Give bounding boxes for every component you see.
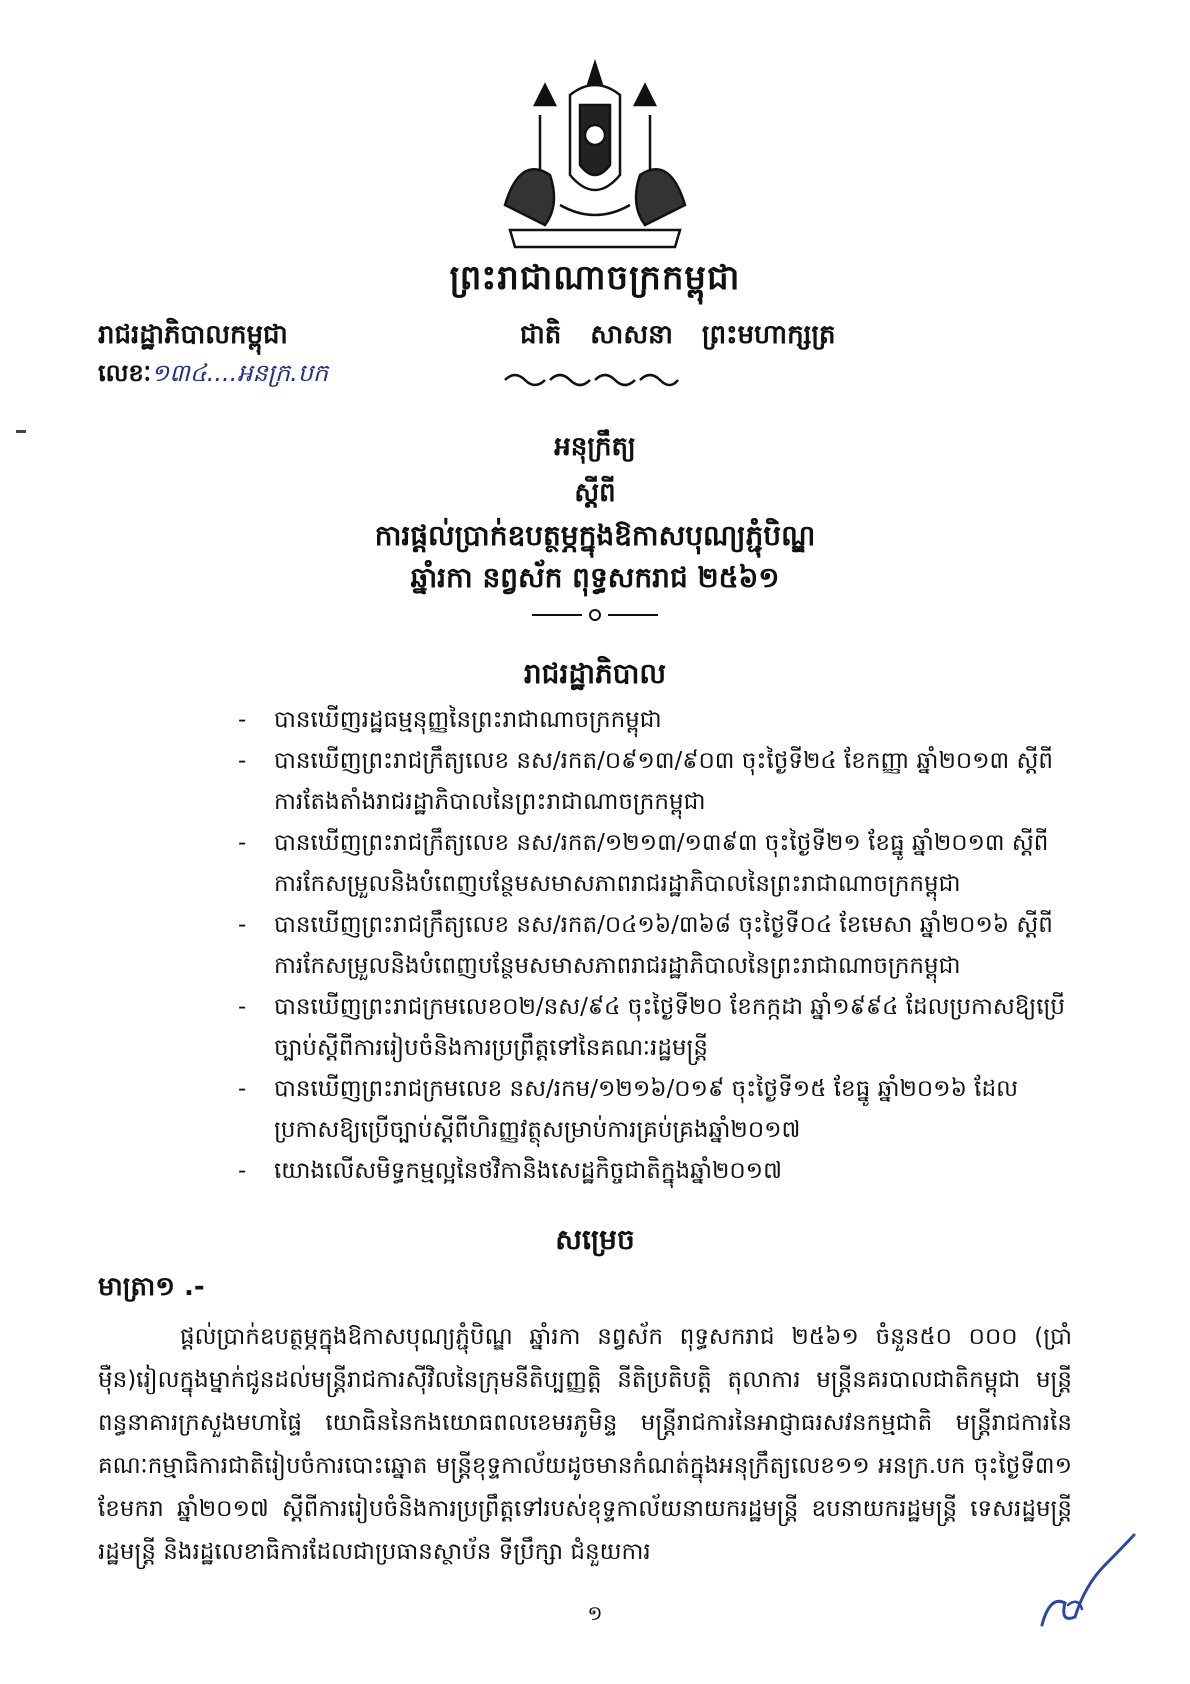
page-number: ១ [587, 1601, 603, 1625]
list-item: - បានឃើញព្រះរាជក្រមលេខ នស/រកម/១២១៦/០១៩ ចុះថ្ងៃទី១៥ ខែធ្នូ ឆ្នាំ២០១៦ ដែលប្រកាសឱ្យប្រើច្បាប់ស្តីពីហិរញ្ញវត្ថុសម្រាប់ការគ្រប់គ្រងឆ្នាំ២០១៧ [238, 1076, 1018, 1143]
ornament-divider-icon [500, 366, 680, 390]
document-subject: ការផ្តល់ប្រាក់ឧបត្ថម្ភក្នុងឱកាសបុណ្យភ្ជុំបិណ្ឌ [374, 519, 816, 552]
government-label: រាជរដ្ឋាភិបាលកម្ពុជា [98, 320, 288, 350]
reference-number [98, 358, 328, 393]
center-divider-icon [530, 608, 660, 622]
list-item: - បានឃើញព្រះរាជក្រឹត្យលេខ នស/រកត/០៩១៣/៩០៣ ចុះថ្ងៃទី២៤ ខែកញ្ញា ឆ្នាំ២០១៣ ស្តីពីការតែងតាំងរាជរដ្ឋាភិបាលនៃព្រះរាជាណាចក្រកម្ពុជា [238, 748, 1054, 815]
list-item: - បានឃើញព្រះរាជក្រឹត្យលេខ នស/រកត/០៤១៦/៣៦៨ ចុះថ្ងៃទី០៤ ខែមេសា ឆ្នាំ២០១៦ ស្តីពីការកែសម្រួលនិងបំពេញបន្ថែមសមាសភាពរាជរដ្ឋាភិបាលនៃព្រះរាជាណាចក្រកម្ពុជា [238, 912, 1053, 979]
considerations-list [230, 700, 1070, 1192]
document-year: ឆ្នាំរកា នព្វស័ក ពុទ្ធសករាជ ២៥៦១ [410, 561, 780, 594]
article-label: មាត្រា១ .- [98, 1272, 205, 1302]
royal-coat-of-arms-icon [490, 55, 700, 255]
article-body: ផ្តល់ប្រាក់ឧបត្ថម្ភក្នុងឱកាសបុណ្យភ្ជុំបិណ្ឌ ឆ្នាំរកា នព្វស័ក ពុទ្ធសករាជ ២៥៦១ ចំនួន៥០ ០០០ (ប្រាំម៉ឺន)រៀលក្នុងម្នាក់ជូនដល់មន្ត្រីរាជការស៊ីវិលនៃក្រុមនីតិប្បញ្ញត្តិ នីតិប្រតិបត្តិ តុលាការ មន្ត្រីនគរបាលជាតិកម្ពុជា មន្ត្រីពន្ធនាគារក្រសួងមហាផ្ទៃ យោធិននៃកងយោធពលខេមរភូមិន្ទ មន្ត្រីរាជការនៃអាជ្ញាធរសវនកម្មជាតិ មន្ត្រីរាជការនៃគណៈកម្មាធិការជាតិរៀបចំការបោះឆ្នោត មន្ត្រីខុទ្ទកាល័យដូចមានកំណត់ក្នុងអនុក្រឹត្យលេខ១១ អនក្រ.បក ចុះថ្ងៃទី៣១ ខែមករា ឆ្នាំ២០១៧ ស្តីពីការរៀបចំនិងការប្រព្រឹត្តទៅរបស់ខុទ្ទកាល័យនាយករដ្ឋមន្ត្រី ឧបនាយករដ្ឋមន្ត្រី ទេសរដ្ឋមន្ត្រី រដ្ឋមន្ត្រី និងរដ្ឋលេខាធិការដែលជាប្រធានស្ថាប័ន ទីប្រឹក្សា ជំនួយការ [98, 1324, 1072, 1565]
about-label: ស្តីពី [574, 478, 616, 508]
government-heading: រាជរដ្ឋាភិបាល [523, 657, 667, 690]
reference-label: លេខៈ [98, 359, 152, 387]
list-item: - បានឃើញព្រះរាជក្រឹត្យលេខ នស/រកត/១២១៣/១៣៩៣ ចុះថ្ងៃទី២១ ខែធ្នូ ឆ្នាំ២០១៣ ស្តីពីការកែសម្រួលនិងបំពេញបន្ថែមសមាសភាពរាជរដ្ឋាភិបាលនៃព្រះរាជាណាចក្រកម្ពុជា [238, 830, 1049, 897]
list-item: - បានឃើញព្រះរាជក្រមលេខ០២/នស/៩៤ ចុះថ្ងៃទី២០ ខែកក្កដា ឆ្នាំ១៩៩៤ ដែលប្រកាសឱ្យប្រើច្បាប់ស្តីពីការរៀបចំនិងការប្រព្រឹត្តទៅនៃគណៈរដ្ឋមន្ត្រី [238, 994, 1066, 1061]
handwritten-reference: ១៣៤....អនក្រ.បក [151, 359, 329, 387]
kingdom-title: ព្រះរាជាណាចក្រកម្ពុជា [449, 258, 741, 298]
decision-heading: សម្រេច [555, 1223, 635, 1256]
national-motto: ជាតិ សាសនា ព្រះមហាក្សត្រ [520, 320, 836, 350]
list-item: - បានឃើញរដ្ឋធម្មនុញ្ញនៃព្រះរាជាណាចក្រកម្ពុជា [238, 707, 662, 733]
handwritten-signature-icon [1030, 1525, 1140, 1635]
document-type: អនុក្រឹត្យ [554, 432, 636, 462]
list-item: - យោងលើសមិទ្ធកម្មល្អនៃថវិកានិងសេដ្ឋកិច្ចជាតិក្នុងឆ្នាំ២០១៧ [238, 1158, 782, 1184]
